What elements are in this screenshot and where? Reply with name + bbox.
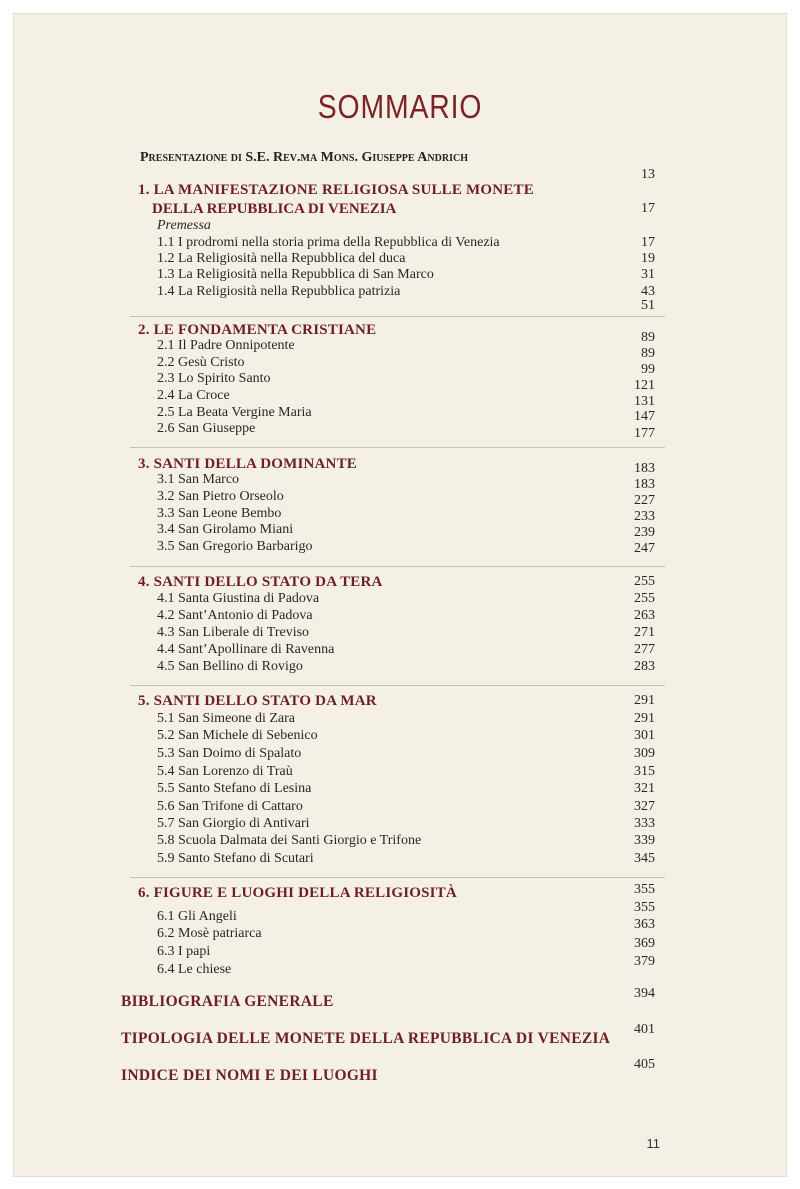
toc-page: 401: [634, 1022, 655, 1037]
divider: [130, 877, 665, 878]
toc-chapter-5: [0, 693, 800, 713]
toc-page: 239: [634, 525, 655, 540]
divider: [130, 447, 665, 448]
toc-section-title: INDICE DEI NOMI E DEI LUOGHI: [121, 1067, 378, 1084]
toc-page: 363: [634, 917, 655, 932]
toc-page: 131: [634, 394, 655, 409]
toc-label: 3.1 San Marco: [157, 472, 240, 487]
toc-label: 3.4 San Girolamo Miani: [157, 522, 294, 537]
toc-chapter-title: 1. LA MANIFESTAZIONE RELIGIOSA SULLE MONETE: [138, 182, 534, 198]
toc-entry: [0, 781, 800, 801]
page-title: SOMMARIO: [317, 88, 483, 125]
toc-page: 315: [634, 764, 655, 779]
toc-label: 2.1 Il Padre Onnipotente: [157, 338, 295, 353]
toc-label: 5.6 San Trifone di Cattaro: [157, 799, 303, 814]
toc-page: 333: [634, 816, 655, 831]
toc-page: 405: [634, 1057, 655, 1072]
toc-entry: [0, 659, 800, 679]
divider: [130, 685, 665, 686]
toc-page: 233: [634, 509, 655, 524]
toc-label: 5.3 San Doimo di Spalato: [157, 746, 302, 761]
toc-label: Premessa: [157, 218, 211, 233]
toc-page: 283: [634, 659, 655, 674]
toc-label: 1.1 I prodromi nella storia prima della Repubblica di Venezia: [157, 235, 500, 250]
toc-label: 1.2 La Religiosità nella Repubblica del duca: [157, 251, 406, 266]
toc-page: 13: [641, 167, 655, 182]
toc-chapter-title: DELLA REPUBBLICA DI VENEZIA: [152, 201, 397, 217]
toc-label: 3.5 San Gregorio Barbarigo: [157, 539, 313, 554]
toc-entry: [0, 746, 800, 766]
toc-label: 2.2 Gesù Cristo: [157, 355, 245, 370]
toc-section-title: BIBLIOGRAFIA GENERALE: [121, 993, 334, 1010]
toc-page: 394: [634, 986, 655, 1001]
toc-page: 183: [634, 461, 655, 476]
toc-label: 4.1 Santa Giustina di Padova: [157, 591, 320, 606]
toc-label: 6.1 Gli Angeli: [157, 909, 237, 924]
toc-page: 227: [634, 493, 655, 508]
toc-label: 5.8 Scuola Dalmata dei Santi Giorgio e Trifone: [157, 833, 422, 848]
toc-label: 1.4 La Religiosità nella Repubblica patrizia: [157, 284, 401, 299]
toc-label: 2.5 La Beata Vergine Maria: [157, 405, 312, 420]
toc-page: 177: [634, 426, 655, 441]
toc-page: 309: [634, 746, 655, 761]
toc-chapter-title: 3. SANTI DELLA DOMINANTE: [138, 456, 358, 472]
toc-page: 247: [634, 541, 655, 556]
toc-page: 31: [641, 267, 655, 282]
toc-page: 183: [634, 477, 655, 492]
toc-label: 2.3 Lo Spirito Santo: [157, 371, 271, 386]
toc-page: 263: [634, 608, 655, 623]
toc-label: 5.7 San Giorgio di Antivari: [157, 816, 310, 831]
page-number: 11: [646, 1136, 660, 1151]
toc-page: 277: [634, 642, 655, 657]
toc-label: 5.1 San Simeone di Zara: [157, 711, 296, 726]
toc-label: 5.4 San Lorenzo di Traù: [157, 764, 293, 779]
toc-page: 17: [641, 201, 655, 216]
toc-label: Presentazione di S.E. Rev.ma Mons. Giuseppe Andrich: [140, 150, 468, 165]
toc-page: 43: [641, 284, 655, 299]
toc-entry: [0, 851, 800, 871]
toc-page: 339: [634, 833, 655, 848]
toc-chapter-title: 4. SANTI DELLO STATO DA TERA: [138, 574, 383, 590]
toc-label: 3.3 San Leone Bembo: [157, 506, 282, 521]
toc-page: 255: [634, 574, 655, 589]
toc-label: 6.4 Le chiese: [157, 962, 232, 977]
toc-page: 121: [634, 378, 655, 393]
toc-page: 89: [641, 346, 655, 361]
toc-page: 379: [634, 954, 655, 969]
toc-extra-page-row: [0, 298, 800, 318]
toc-page: 369: [634, 936, 655, 951]
toc-page: 291: [634, 711, 655, 726]
toc-label: 5.9 Santo Stefano di Scutari: [157, 851, 314, 866]
toc-page: 355: [634, 882, 655, 897]
toc-page: 89: [641, 330, 655, 345]
toc-label: 4.2 Sant’Antonio di Padova: [157, 608, 313, 623]
toc-chapter-6: [0, 882, 800, 905]
toc-page: 255: [634, 591, 655, 606]
toc-chapter-title: 5. SANTI DELLO STATO DA MAR: [138, 693, 377, 709]
toc-entry: [0, 917, 800, 946]
toc-bibliografia: [0, 986, 800, 1013]
toc-entry: [0, 539, 800, 559]
toc-page: 271: [634, 625, 655, 640]
toc-label: 1.3 La Religiosità nella Repubblica di San Marco: [157, 267, 434, 282]
toc-entry: [0, 936, 800, 964]
toc-page: 345: [634, 851, 655, 866]
toc-section-title: TIPOLOGIA DELLE MONETE DELLA REPUBBLICA DI VENEZIA: [121, 1030, 611, 1047]
toc-tipologia: [0, 1022, 800, 1050]
toc-label: 2.6 San Giuseppe: [157, 421, 256, 436]
toc-label: 5.2 San Michele di Sebenico: [157, 728, 318, 743]
toc-entry: [0, 833, 800, 853]
toc-page: 355: [634, 900, 655, 915]
toc-label: 5.5 Santo Stefano di Lesina: [157, 781, 312, 796]
toc-label: 6.3 I papi: [157, 944, 211, 959]
toc-label: 4.3 San Liberale di Treviso: [157, 625, 310, 640]
toc-page: 291: [634, 693, 655, 708]
toc-entry: [0, 954, 800, 982]
toc-entry: [0, 728, 800, 748]
toc-label: 4.5 San Bellino di Rovigo: [157, 659, 303, 674]
toc-chapter-title: 2. LE FONDAMENTA CRISTIANE: [138, 322, 377, 338]
toc-page: 51: [641, 298, 655, 313]
toc-chapter-title: 6. FIGURE E LUOGHI DELLA RELIGIOSITÀ: [138, 885, 457, 901]
toc-page: 99: [641, 362, 655, 377]
toc-page: 321: [634, 781, 655, 796]
toc-page: 17: [641, 235, 655, 250]
toc-page: 301: [634, 728, 655, 743]
toc-page: 327: [634, 799, 655, 814]
toc-label: 3.2 San Pietro Orseolo: [157, 489, 284, 504]
toc-label: 4.4 Sant’Apollinare di Ravenna: [157, 642, 335, 657]
toc-page: 147: [634, 409, 655, 424]
toc-label: 6.2 Mosè patriarca: [157, 926, 262, 941]
toc-page: 19: [641, 251, 655, 266]
toc-label: 2.4 La Croce: [157, 388, 230, 403]
toc-chapter-1-line1: [0, 182, 800, 202]
toc-indice: [0, 1057, 800, 1087]
toc-entry: [0, 421, 800, 441]
divider: [130, 316, 665, 317]
divider: [130, 566, 665, 567]
